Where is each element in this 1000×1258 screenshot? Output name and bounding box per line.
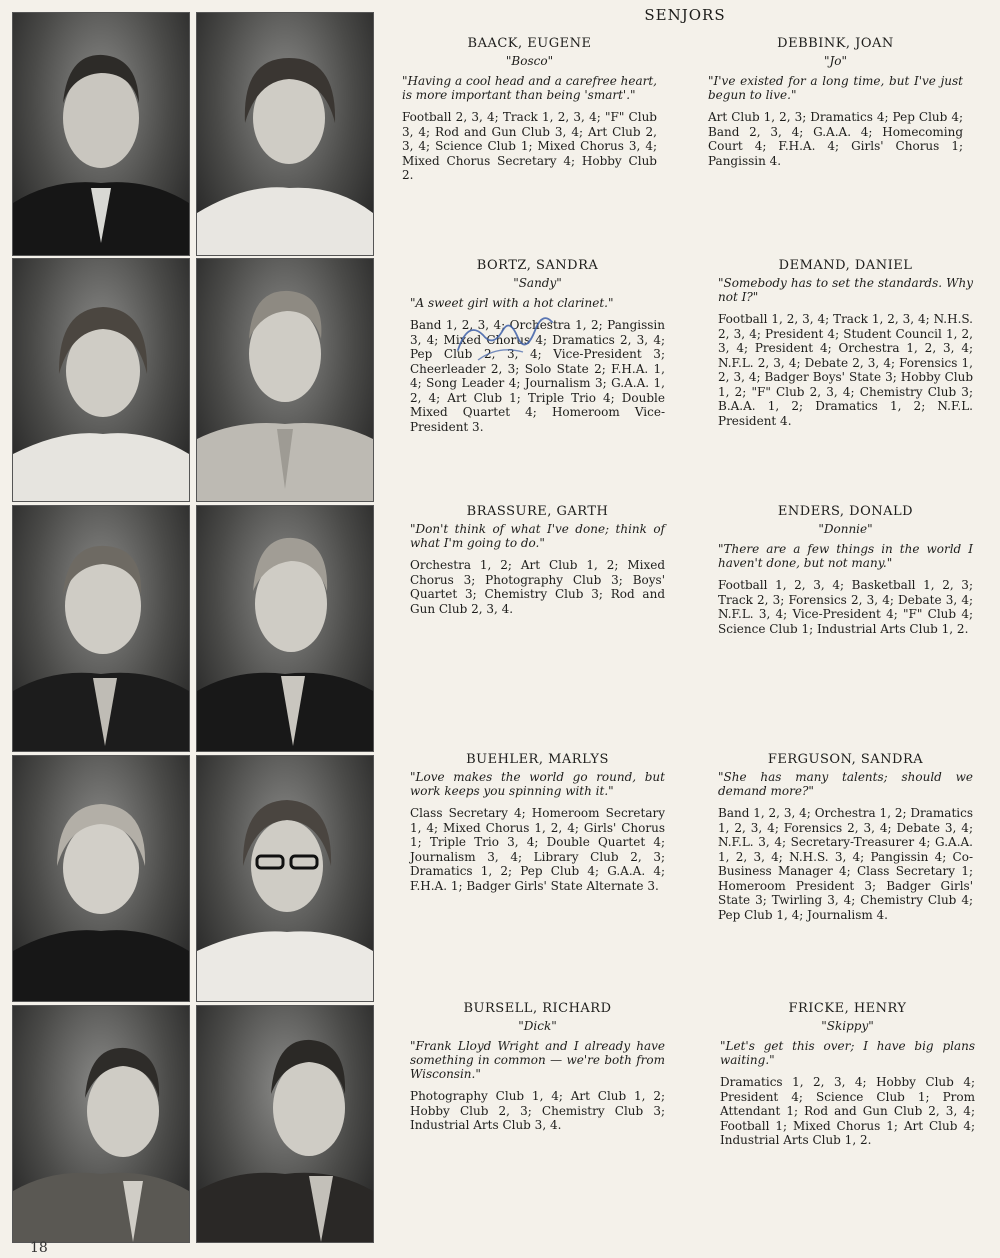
portrait-photo [196, 12, 374, 256]
page-title: SENJORS [644, 6, 726, 24]
female-portrait-icon [197, 13, 373, 255]
senior-entry [720, 1001, 975, 1148]
female-portrait-icon [197, 756, 373, 1001]
senior-nickname: "Sandy" [513, 276, 562, 290]
senior-activities: Art Club 1, 2, 3; Dramatics 4; Pep Club 4; Band 2, 3, 4; G.A.A. 4; Homecoming Court 4; F.H.A. 4; Girls' Chorus 1; Pangissin 4. [708, 110, 963, 168]
portrait-photo [196, 505, 374, 752]
senior-quote: "Somebody has to set the standards. Why not I?" [718, 276, 973, 304]
senior-quote: "Let's get this over; I have big plans waiting." [720, 1039, 975, 1067]
portrait-photo [196, 1005, 374, 1243]
senior-entry [708, 36, 963, 168]
senior-activities: Photography Club 1, 4; Art Club 1, 2; Hobby Club 2, 3; Chemistry Club 3; Industrial Arts Club 3, 4. [410, 1089, 665, 1132]
senior-nickname: "Bosco" [505, 54, 554, 68]
male-portrait-icon [197, 259, 373, 501]
male-portrait-icon [13, 506, 189, 751]
senior-name: BURSELL, RICHARD [463, 1001, 612, 1016]
portrait-photo [12, 258, 190, 502]
senior-entry [402, 36, 657, 183]
senior-quote: "There are a few things in the world I haven't done, but not many." [718, 542, 973, 570]
senior-name: BRASSURE, GARTH [466, 504, 609, 519]
senior-activities: Football 1, 2, 3, 4; Track 1, 2, 3, 4; N.H.S. 2, 3, 4; President 4; Student Council 1, 2, 3, 4; President 4; Orchestra 1, 2, 3, 4; N.F.L. 2, 3, 4; Debate 2, 3, 4; Forensics 1, 2, 3, 4; Badger Boys' State 3; Hobby Club 1, 2; "F" Club 2, 3, 4; Chemistry Club 3; B.A.A. 1, 2; Dramatics 1, 2; N.F.L. President 4. [718, 312, 973, 428]
senior-quote: "Love makes the world go round, but work keeps you spinning with it." [410, 770, 665, 798]
portrait-photo [12, 505, 190, 752]
senior-activities: Band 1, 2, 3, 4; Orchestra 1, 2; Pangissin 3, 4; Mixed Chorus 4; Dramatics 2, 3, 4; Pep Club 2, 3, 4; Vice-President 3; Cheerleader 2, 3; Solo State 2; F.H.A. 1, 4; Song Leader 4; Journalism 3; G.A.A. 1, 2, 4; Art Club 1; Triple Trio 4; Double Mixed Quartet 4; Homeroom Vice-President 3. [410, 318, 665, 434]
senior-entry [718, 258, 973, 428]
senior-name: BORTZ, SANDRA [476, 258, 599, 273]
senior-name: DEMAND, DANIEL [778, 258, 913, 273]
senior-activities: Band 1, 2, 3, 4; Orchestra 1, 2; Dramatics 1, 2, 3, 4; Forensics 2, 3, 4; Debate 3, 4; N.F.L. 3, 4; Secretary-Treasurer 4; G.A.A. 1, 2, 3, 4; N.H.S. 3, 4; Pangissin 4; Co-Business Manager 4; Class Secretary 1; Homeroom President 3; Badger Girls' State 3; Twirling 3, 4; Chemistry Club 4; Pep Club 1, 4; Journalism 4. [718, 806, 973, 922]
male-portrait-icon [13, 13, 189, 255]
senior-quote: "She has many talents; should we demand more?" [718, 770, 973, 798]
senior-entry [718, 504, 973, 636]
senior-activities: Orchestra 1, 2; Art Club 1, 2; Mixed Chorus 3; Photography Club 3; Boys' Quartet 3; Chemistry Club 3; Rod and Gun Club 2, 3, 4. [410, 558, 665, 616]
senior-entry [410, 752, 665, 893]
senior-name: BAACK, EUGENE [467, 36, 592, 51]
senior-quote: "A sweet girl with a hot clarinet." [410, 296, 614, 310]
senior-activities: Dramatics 1, 2, 3, 4; Hobby Club 4; President 4; Science Club 1; Prom Attendant 1; Rod and Gun Club 2, 3, 4; Football 1; Mixed Chorus 1; Art Club 4; Industrial Arts Club 1, 2. [720, 1075, 975, 1147]
female-portrait-icon [13, 756, 189, 1001]
senior-name: FERGUSON, SANDRA [767, 752, 924, 767]
senior-name: BUEHLER, MARLYS [466, 752, 609, 767]
senior-quote: "Frank Lloyd Wright and I already have something in common — we're both from Wisconsin." [410, 1039, 665, 1081]
portrait-photo [12, 755, 190, 1002]
senior-name: DEBBINK, JOAN [777, 36, 894, 51]
senior-activities: Football 1, 2, 3, 4; Basketball 1, 2, 3; Track 2, 3; Forensics 2, 3, 4; Debate 3, 4; N.F.L. 3, 4; Vice-President 4; "F" Club 4; Science Club 1; Industrial Arts Club 1, 2. [718, 578, 973, 636]
senior-entry [410, 1001, 665, 1133]
portrait-photo [196, 755, 374, 1002]
portrait-photo [12, 12, 190, 256]
portrait-photo [196, 258, 374, 502]
senior-quote: "Having a cool head and a carefree heart, is more important than being 'smart'." [402, 74, 657, 102]
senior-activities: Football 2, 3, 4; Track 1, 2, 3, 4; "F" Club 3, 4; Rod and Gun Club 3, 4; Art Club 2, 3, 4; Science Club 1; Mixed Chorus 3, 4; Mixed Chorus Secretary 4; Hobby Club 2. [402, 110, 657, 182]
senior-entry [718, 752, 973, 922]
senior-name: FRICKE, HENRY [788, 1001, 907, 1016]
male-portrait-icon [197, 1006, 373, 1242]
senior-nickname: "Skippy" [821, 1019, 874, 1033]
senior-entry [410, 504, 665, 616]
male-portrait-icon [197, 506, 373, 751]
senior-quote: "Don't think of what I've done; think of what I'm going to do." [410, 522, 665, 550]
page-number: 18 [30, 1240, 48, 1256]
senior-nickname: "Jo" [823, 54, 848, 68]
senior-activities: Class Secretary 4; Homeroom Secretary 1, 4; Mixed Chorus 1, 2, 4; Girls' Chorus 1; Triple Trio 3, 4; Double Quartet 4; Journalism 3, 4; Library Club 2, 3; Dramatics 1, 2; Pep Club 4; G.A.A. 4; F.H.A. 1; Badger Girls' State Alternate 3. [410, 806, 665, 893]
senior-quote: "I've existed for a long time, but I've just begun to live." [708, 74, 963, 102]
senior-nickname: "Dick" [518, 1019, 557, 1033]
female-portrait-icon [13, 259, 189, 501]
senior-name: ENDERS, DONALD [777, 504, 914, 519]
portrait-photo [12, 1005, 190, 1243]
senior-nickname: "Donnie" [818, 522, 873, 536]
signature-scribble [448, 300, 558, 370]
male-portrait-icon [13, 1006, 189, 1242]
